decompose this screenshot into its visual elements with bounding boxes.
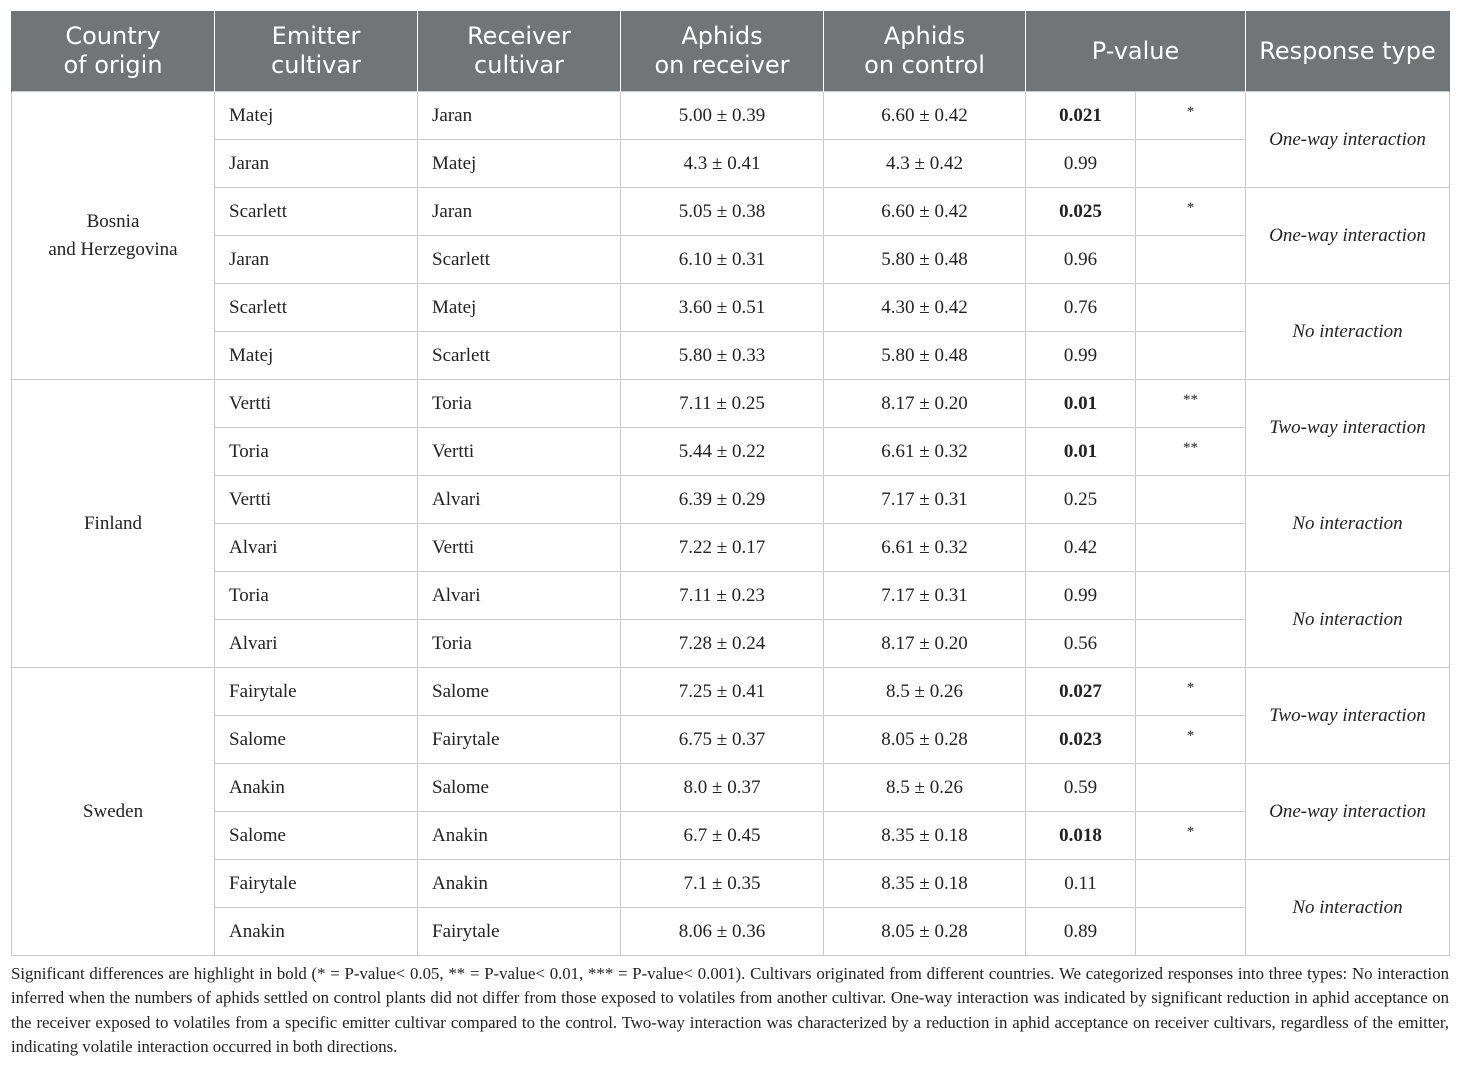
receiver-cultivar: Matej [418,284,621,332]
significance-marker [1136,476,1246,524]
aphids-on-receiver: 4.3 ± 0.41 [621,140,824,188]
aphids-on-receiver: 5.05 ± 0.38 [621,188,824,236]
country-line: Bosnia [86,210,140,232]
p-value: 0.99 [1026,332,1136,380]
receiver-cultivar: Salome [418,668,621,716]
receiver-cultivar: Jaran [418,188,621,236]
aphids-on-receiver: 3.60 ± 0.51 [621,284,824,332]
receiver-cultivar: Alvari [418,572,621,620]
p-value: 0.027 [1026,668,1136,716]
emitter-cultivar: Anakin [215,908,418,956]
p-value: 0.59 [1026,764,1136,812]
significance-marker [1136,140,1246,188]
emitter-cultivar: Anakin [215,764,418,812]
aphids-on-control: 8.35 ± 0.18 [824,812,1026,860]
aphids-on-receiver: 6.75 ± 0.37 [621,716,824,764]
aphids-on-control: 6.61 ± 0.32 [824,524,1026,572]
receiver-cultivar: Anakin [418,812,621,860]
p-value: 0.76 [1026,284,1136,332]
p-value: 0.11 [1026,860,1136,908]
receiver-cultivar: Toria [418,620,621,668]
table-row [12,380,1450,428]
table-row [12,332,1450,380]
receiver-cultivar: Salome [418,764,621,812]
p-value: 0.018 [1026,812,1136,860]
table-row [12,908,1450,956]
significance-marker: * [1136,92,1246,140]
aphids-on-receiver: 7.11 ± 0.23 [621,572,824,620]
receiver-cultivar: Matej [418,140,621,188]
table-row [12,236,1450,284]
table-row [12,476,1450,524]
receiver-cultivar: Scarlett [418,236,621,284]
emitter-cultivar: Vertti [215,476,418,524]
p-value: 0.25 [1026,476,1136,524]
aphids-on-receiver: 6.39 ± 0.29 [621,476,824,524]
receiver-cultivar: Vertti [418,524,621,572]
receiver-cultivar: Toria [418,380,621,428]
p-value: 0.025 [1026,188,1136,236]
p-value: 0.56 [1026,620,1136,668]
response-type: One-way interaction [1246,92,1450,188]
country-line: Sweden [82,800,144,822]
results-table [11,11,1450,956]
significance-marker: * [1136,812,1246,860]
emitter-cultivar: Salome [215,716,418,764]
aphids-on-control: 8.17 ± 0.20 [824,380,1026,428]
table-row [12,140,1450,188]
header-row [12,11,1450,92]
p-value: 0.99 [1026,572,1136,620]
header-receiver: Receiver cultivar [418,11,621,92]
receiver-cultivar: Vertti [418,428,621,476]
emitter-cultivar: Matej [215,332,418,380]
p-value: 0.023 [1026,716,1136,764]
response-type: Two-way interaction [1246,668,1450,764]
p-value: 0.96 [1026,236,1136,284]
receiver-cultivar: Jaran [418,92,621,140]
country-line: Finland [83,512,143,534]
table-row [12,524,1450,572]
response-type: No interaction [1246,284,1450,380]
significance-marker: * [1136,716,1246,764]
country-of-origin [12,668,215,956]
p-value: 0.021 [1026,92,1136,140]
aphids-on-control: 5.80 ± 0.48 [824,236,1026,284]
aphids-on-receiver: 8.0 ± 0.37 [621,764,824,812]
significance-marker [1136,572,1246,620]
table-row [12,812,1450,860]
emitter-cultivar: Scarlett [215,188,418,236]
response-type: No interaction [1246,476,1450,572]
table-row [12,860,1450,908]
emitter-cultivar: Alvari [215,524,418,572]
significance-marker: * [1136,668,1246,716]
significance-marker [1136,620,1246,668]
aphids-on-control: 8.05 ± 0.28 [824,908,1026,956]
aphids-on-control: 6.60 ± 0.42 [824,92,1026,140]
emitter-cultivar: Scarlett [215,284,418,332]
significance-marker: ** [1136,380,1246,428]
emitter-cultivar: Jaran [215,236,418,284]
results-table-container [11,11,1449,956]
aphids-on-receiver: 6.10 ± 0.31 [621,236,824,284]
aphids-on-control: 6.60 ± 0.42 [824,188,1026,236]
emitter-cultivar: Salome [215,812,418,860]
response-type: No interaction [1246,860,1450,956]
response-type: Two-way interaction [1246,380,1450,476]
aphids-on-control: 8.05 ± 0.28 [824,716,1026,764]
emitter-cultivar: Jaran [215,140,418,188]
emitter-cultivar: Toria [215,572,418,620]
receiver-cultivar: Anakin [418,860,621,908]
aphids-on-receiver: 7.11 ± 0.25 [621,380,824,428]
aphids-on-control: 8.5 ± 0.26 [824,764,1026,812]
p-value: 0.99 [1026,140,1136,188]
emitter-cultivar: Matej [215,92,418,140]
significance-marker [1136,860,1246,908]
table-row [12,428,1450,476]
p-value: 0.01 [1026,380,1136,428]
table-row [12,284,1450,332]
country-of-origin [12,380,215,668]
aphids-on-receiver: 7.1 ± 0.35 [621,860,824,908]
table-row [12,668,1450,716]
aphids-on-control: 5.80 ± 0.48 [824,332,1026,380]
table-body [12,92,1450,956]
emitter-cultivar: Fairytale [215,860,418,908]
table-row [12,572,1450,620]
emitter-cultivar: Vertti [215,380,418,428]
receiver-cultivar: Scarlett [418,332,621,380]
aphids-on-control: 6.61 ± 0.32 [824,428,1026,476]
p-value: 0.89 [1026,908,1136,956]
significance-marker [1136,236,1246,284]
table-row [12,620,1450,668]
table-row [12,92,1450,140]
table-row [12,716,1450,764]
aphids-on-control: 7.17 ± 0.31 [824,572,1026,620]
receiver-cultivar: Alvari [418,476,621,524]
significance-marker [1136,284,1246,332]
significance-marker [1136,524,1246,572]
p-value: 0.01 [1026,428,1136,476]
aphids-on-control: 4.3 ± 0.42 [824,140,1026,188]
aphids-on-receiver: 7.28 ± 0.24 [621,620,824,668]
country-of-origin [12,92,215,380]
aphids-on-control: 8.35 ± 0.18 [824,860,1026,908]
aphids-on-control: 4.30 ± 0.42 [824,284,1026,332]
aphids-on-receiver: 6.7 ± 0.45 [621,812,824,860]
country-line: and Herzegovina [48,238,178,260]
significance-marker: ** [1136,428,1246,476]
aphids-on-receiver: 7.25 ± 0.41 [621,668,824,716]
aphids-on-receiver: 5.80 ± 0.33 [621,332,824,380]
aphids-on-control: 7.17 ± 0.31 [824,476,1026,524]
header-country: Country of origin [12,11,215,92]
receiver-cultivar: Fairytale [418,716,621,764]
table-row [12,188,1450,236]
significance-marker [1136,332,1246,380]
receiver-cultivar: Fairytale [418,908,621,956]
emitter-cultivar: Fairytale [215,668,418,716]
aphids-on-receiver: 8.06 ± 0.36 [621,908,824,956]
response-type: No interaction [1246,572,1450,668]
aphids-on-receiver: 5.44 ± 0.22 [621,428,824,476]
aphids-on-control: 8.17 ± 0.20 [824,620,1026,668]
emitter-cultivar: Toria [215,428,418,476]
aphids-on-receiver: 7.22 ± 0.17 [621,524,824,572]
table-row [12,764,1450,812]
aphids-on-control: 8.5 ± 0.26 [824,668,1026,716]
header-aphids-receiver: Aphids on receiver [621,11,824,92]
significance-marker: * [1136,188,1246,236]
significance-marker [1136,764,1246,812]
header-pvalue: P-value [1026,11,1246,92]
table-footnote: Significant differences are highlight in bold (* = P-value< 0.05, ** = P-value< 0.01, *** = P-value< 0.001). Cultivars originated from different countries. We categorized responses into three types: No interaction inferred when the numbers of aphids settled on control plants did not differ from those exposed to volatiles from another cultivar. One-way interaction was indicated by significant reduction in aphid acceptance on the receiver exposed to volatiles from a specific emitter cultivar compared to the control. Two-way interaction was characterized by a reduction in aphid acceptance on receiver cultivars, regardless of the emitter, indicating volatile interaction occurred in both directions. [11,964,1449,1057]
significance-marker [1136,908,1246,956]
response-type: One-way interaction [1246,764,1450,860]
header-aphids-control: Aphids on control [824,11,1026,92]
response-type: One-way interaction [1246,188,1450,284]
aphids-on-receiver: 5.00 ± 0.39 [621,92,824,140]
p-value: 0.42 [1026,524,1136,572]
header-response: Response type [1246,11,1450,92]
header-emitter: Emitter cultivar [215,11,418,92]
emitter-cultivar: Alvari [215,620,418,668]
